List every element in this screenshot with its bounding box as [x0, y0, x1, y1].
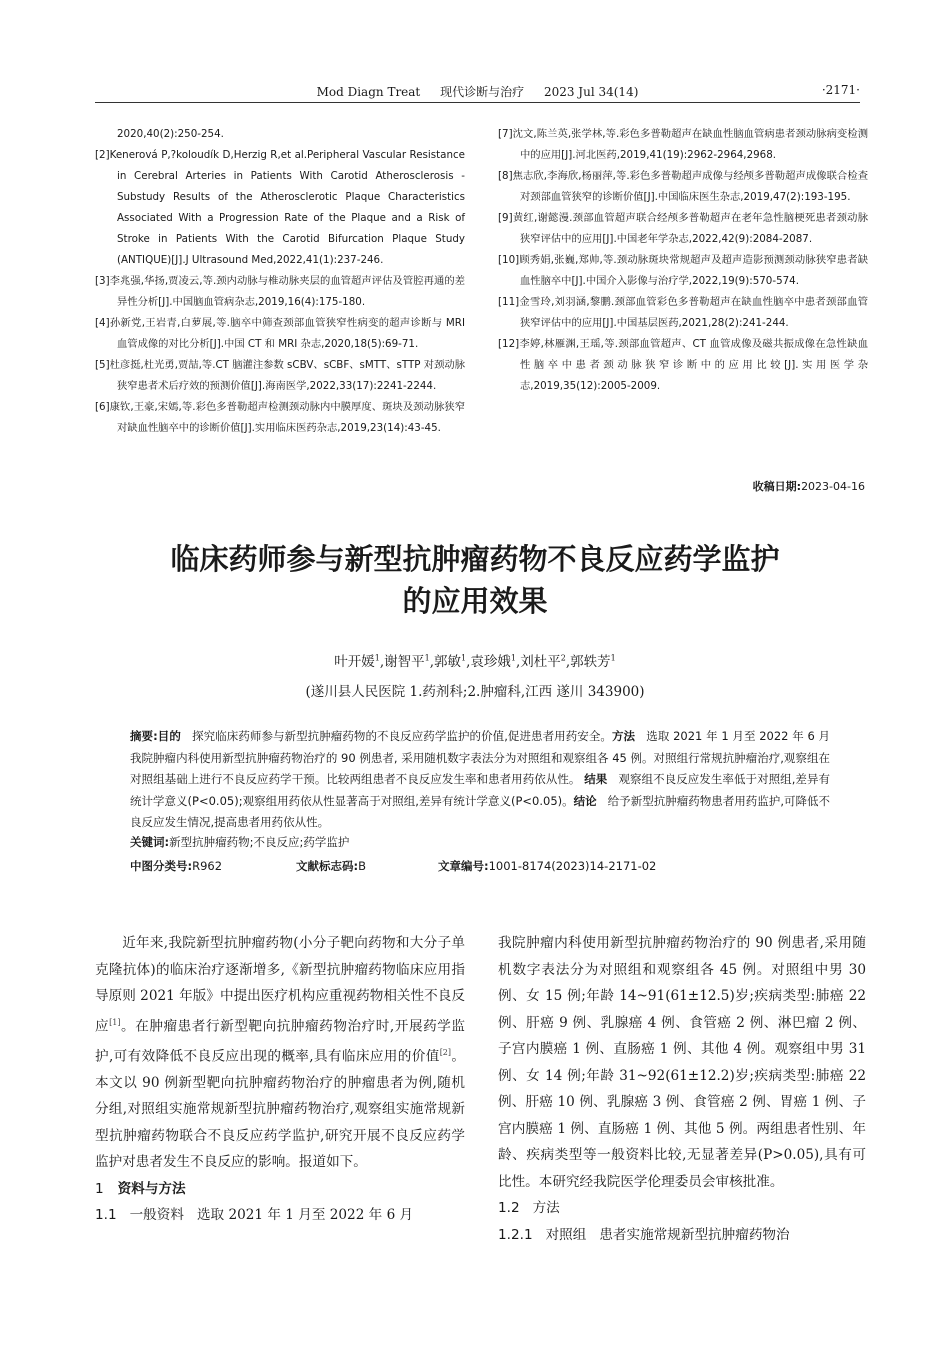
- reference-text: 李兆强,华扬,贾凌云,等.颈内动脉与椎动脉夹层的血管超声评估及管腔再通的差异性分析[J].中国脑血管病杂志,2019,16(4):175-180.: [109, 275, 465, 308]
- section-1-2-heading: [498, 1195, 866, 1222]
- author-name: 谢智平: [384, 654, 425, 670]
- clc-number: [130, 858, 222, 874]
- section-1-1: [95, 1202, 465, 1229]
- author-name: 郭敏: [434, 654, 461, 670]
- art-value: 1001-8174(2023)14-2171-02: [488, 859, 657, 873]
- reference-label: [8]: [498, 170, 513, 182]
- intro-text-c: 。本文以 90 例新型靶向抗肿瘤药物治疗的肿瘤患者为例,随机分组,对照组实施常规新型抗肿瘤药物治疗,观察组实施常规新型抗肿瘤药物联合不良反应药学监护,研究开展不良反应药学监护对患者发生不良反应的影响。报道如下。: [95, 1048, 466, 1171]
- method-text: 选取 2021 年 1 月至 2022 年 6 月我院肿瘤内科使用新型抗肿瘤药物治疗的 90 例患者, 采用随机数字表法分为对照组和观察组各 45 例。对照组行常规抗肿瘤治疗,观察组在对照组基础上进行不良反应药学干预。比较两组患者不良反应发生率和患者用药依从性。: [130, 729, 831, 787]
- doc-label: 文献标志码:: [296, 859, 359, 873]
- received-date: [753, 478, 865, 494]
- references-right: [498, 124, 868, 397]
- reference-text: Kenerová P,?koloudík D,Herzig R,et al.Peripheral Vascular Resistance in Cerebral Arteries in Patients With Carotid Atherosclerosis - Substudy Results of the Atherosclerotic Plaque Characteristics Associated With a Progression Rate of the Plaque and a Risk of Stroke in Patients With the Carotid Bifurcation Plaque Study (ANTIQUE)[J].J Ultrasound Med,2022,41(1):237-246.: [109, 149, 465, 266]
- intro-text-a: 近年来,我院新型抗肿瘤药物(小分子靶向药物和大分子单克隆抗体)的临床治疗逐渐增多,《新型抗肿瘤药物临床应用指导原则 2021 年版》中提出医疗机构应重视药物相关性不良反应: [95, 935, 465, 1035]
- author-name: 袁珍娥: [470, 654, 511, 670]
- sec121-title: 对照组: [545, 1226, 587, 1243]
- reference-label: [11]: [498, 296, 520, 308]
- reference-text: 康钦,王豪,宋嫣,等.彩色多普勒超声检测颈动脉内中膜厚度、斑块及颈动脉狭窄对缺血性脑卒中的诊断价值[J].实用临床医药杂志,2019,23(14):43-45.: [109, 401, 465, 434]
- clc-label: 中图分类号:: [130, 859, 193, 873]
- clc-value: R962: [192, 859, 223, 873]
- sec1-num: 1: [95, 1180, 104, 1197]
- reference-label: [7]: [498, 128, 513, 140]
- reference-text: 2020,40(2):250-254.: [117, 128, 224, 140]
- author-name: 叶开媛: [334, 654, 375, 670]
- author-affiliation-mark: 1: [424, 653, 430, 663]
- result-text: 观察组不良反应发生率低于对照组,差异有统计学意义(P<0.05);观察组用药依从性显著高于对照组,差异有统计学意义(P<0.05)。: [130, 772, 831, 808]
- reference-item: [95, 397, 465, 439]
- reference-label: [9]: [498, 212, 513, 224]
- header-journal: [95, 83, 860, 100]
- author-affiliation-mark: 1: [461, 653, 467, 663]
- result-label: 结果: [584, 772, 608, 787]
- journal-cn: 现代诊断与治疗: [440, 85, 525, 99]
- method-label: 方法: [611, 729, 636, 743]
- author-affiliation-mark: 1: [510, 653, 516, 663]
- abstract: [130, 726, 830, 834]
- author-affiliation-mark: 1: [610, 653, 616, 663]
- sec11-title: 一般资料: [129, 1207, 184, 1224]
- reference-item: [498, 334, 868, 397]
- reference-text: 杜彦挺,杜光勇,贾喆,等.CT 脑灌注参数 sCBV、sCBF、sMTT、sTTP 对颈动脉狭窄患者术后疗效的预测价值[J].海南医学,2022,33(17):2241-2244.: [109, 359, 465, 392]
- citation-2: [2]: [439, 1047, 452, 1057]
- reference-text: 孙新党,王岩青,白萝展,等.脑卒中筛查颈部血管狭窄性病变的超声诊断与 MRI 血管成像的对比分析[J].中国 CT 和 MRI 杂志,2020,18(5):69-71.: [109, 317, 465, 350]
- reference-label: [4]: [95, 317, 110, 329]
- doc-value: B: [358, 859, 366, 873]
- reference-label: [3]: [95, 275, 110, 287]
- reference-text: 焦志欣,李海欣,杨丽萍,等.彩色多普勒超声成像与经颅多普勒超声成像联合检查对颈部血管狭窄的诊断价值[J].中国临床医生杂志,2019,47(2):193-195.: [512, 170, 868, 203]
- author-list: 叶开媛$^1$,谢智平$^1$,郭敏$^1$,袁珍娥$^1$,刘杜平$^2$,郭轶芳$^1$: [334, 653, 616, 670]
- reference-label: [2]: [95, 149, 110, 161]
- reference-item: [498, 166, 868, 208]
- sec12-num: 1.2: [498, 1200, 520, 1216]
- reference-text: 黄红,谢懿漫.颈部血管超声联合经颅多普勒超声在老年急性脑梗死患者颈动脉狭窄评估中的应用[J].中国老年学杂志,2022,42(9):2084-2087.: [512, 212, 868, 245]
- keywords: [130, 834, 830, 850]
- title-line-2: 的应用效果: [402, 584, 548, 618]
- reference-item: [95, 355, 465, 397]
- author: [434, 654, 466, 670]
- reference-label: [6]: [95, 401, 110, 413]
- conclusion-label: 结论: [573, 793, 597, 808]
- reference-item: [95, 271, 465, 313]
- reference-text: 顾秀娟,张巍,郑帅,等.颈动脉斑块常规超声及超声造影预测颈动脉狭窄患者缺血性脑卒中[J].中国介入影像与治疗学,2022,19(9):570-574.: [519, 254, 868, 287]
- general-data-paragraph: 我院肿瘤内科使用新型抗肿瘤药物治疗的 90 例患者,采用随机数字表法分为对照组和观察组各 45 例。对照组中男 30 例、女 15 例;年龄 14~91(61±12.5)岁;疾病类型:肺癌 22 例、肝癌 9 例、乳腺癌 4 例、食管癌 2 例、淋巴瘤 2 例、子宫内膜癌 1 例、直肠癌 1 例、其他 4 例。观察组中男 31 例、女 14 例;年龄 31~92(61±12.2)岁;疾病类型:肺癌 22 例、肝癌 10 例、乳腺癌 3 例、食管癌 2 例、胃癌 1 例、子宫内膜癌 1 例、直肠癌 1 例、其他 5 例。两组患者性别、年龄、疾病类型等一般资料比较,无显著差异(P>0.05),具有可比性。本研究经我院医学伦理委员会审核批准。: [498, 935, 866, 1190]
- reference-item: [498, 292, 868, 334]
- section-1-heading: [95, 1176, 465, 1203]
- received-value: 2023-04-16: [801, 480, 865, 493]
- author: [570, 654, 616, 670]
- keywords-label: 关键词:: [130, 835, 170, 849]
- author: [384, 654, 430, 670]
- author-affiliation-mark: 1: [374, 653, 380, 663]
- sec11-text: 选取 2021 年 1 月至 2022 年 6 月: [196, 1207, 414, 1224]
- article-number: [438, 858, 656, 874]
- reference-text: 金雪玲,刘羽涵,黎鹏.颈部血管彩色多普勒超声在缺血性脑卒中患者颈部血管狭窄评估中的应用[J].中国基层医药,2021,28(2):241-244.: [519, 296, 868, 329]
- reference-item: [498, 250, 868, 292]
- sec11-num: 1.1: [95, 1207, 117, 1224]
- keywords-text: 新型抗肿瘤药物;不良反应;药学监护: [169, 835, 350, 849]
- intro-text-b: 。在肿瘤患者行新型靶向抗肿瘤药物治疗时,开展药学监护,可有效降低不良反应出现的概率,具有临床应用的价值: [95, 1018, 465, 1065]
- journal-en: Mod Diagn Treat: [316, 85, 421, 99]
- affiliation: (遂川县人民医院 1.药剂科;2.肿瘤科,江西 遂川 343900): [305, 684, 645, 700]
- objective-text: 探究临床药师参与新型抗肿瘤药物的不良反应药学监护的价值,促进患者用药安全。: [192, 729, 612, 743]
- issue: 2023 Jul 34(14): [543, 85, 639, 99]
- reference-text: 李婷,林雁渊,王瑶,等.颈部血管超声、CT 血管成像及磁共振成像在急性缺血性脑卒中患者颈动脉狭窄诊断中的应用比较[J].实用医学杂志,2019,35(12):2005-2009.: [519, 338, 868, 392]
- art-label: 文章编号:: [438, 859, 489, 873]
- reference-item: [95, 145, 465, 271]
- objective-label: 目的: [157, 729, 181, 743]
- title-line-1: 临床药师参与新型抗肿瘤药物不良反应药学监护: [170, 542, 780, 576]
- reference-item: [498, 124, 868, 166]
- author: [470, 654, 516, 670]
- sec121-text: 患者实施常规新型抗肿瘤药物治: [599, 1226, 790, 1243]
- section-1-2-1: [498, 1222, 866, 1249]
- reference-label: [12]: [498, 338, 520, 350]
- page-number: ·2171·: [821, 83, 860, 97]
- reference-label: [5]: [95, 359, 110, 371]
- reference-item: [95, 124, 465, 145]
- reference-text: 沈文,陈兰英,张学林,等.彩色多普勒超声在缺血性脑血管病患者颈动脉病变检测中的应用[J].河北医药,2019,41(19):2962-2964,2968.: [512, 128, 868, 161]
- author: [334, 654, 380, 670]
- doc-code: [296, 858, 366, 874]
- reference-item: [498, 208, 868, 250]
- author: [520, 654, 566, 670]
- sec12-title: 方法: [532, 1200, 560, 1216]
- running-header: [95, 80, 860, 103]
- body-column-left: [95, 930, 465, 1229]
- intro-paragraph: [95, 930, 465, 1176]
- references-left: [95, 124, 465, 439]
- conclusion-text: 给予新型抗肿瘤药物患者用药监护,可降低不良反应发生情况,提高患者用药依从性。: [130, 793, 831, 830]
- article-title: [0, 538, 950, 622]
- sec121-num: 1.2.1: [498, 1226, 533, 1243]
- citation-1: [1]: [109, 1017, 121, 1027]
- author-name: 刘杜平: [520, 654, 561, 670]
- abstract-label: 摘要:: [130, 729, 158, 743]
- author-name: 郭轶芳: [570, 654, 611, 670]
- received-label: 收稿日期:: [752, 480, 802, 493]
- reference-label: [10]: [498, 254, 520, 266]
- body-column-right: [498, 930, 866, 1248]
- author-affiliation-mark: 2: [560, 653, 566, 663]
- reference-item: [95, 313, 465, 355]
- sec1-title: 资料与方法: [117, 1180, 186, 1197]
